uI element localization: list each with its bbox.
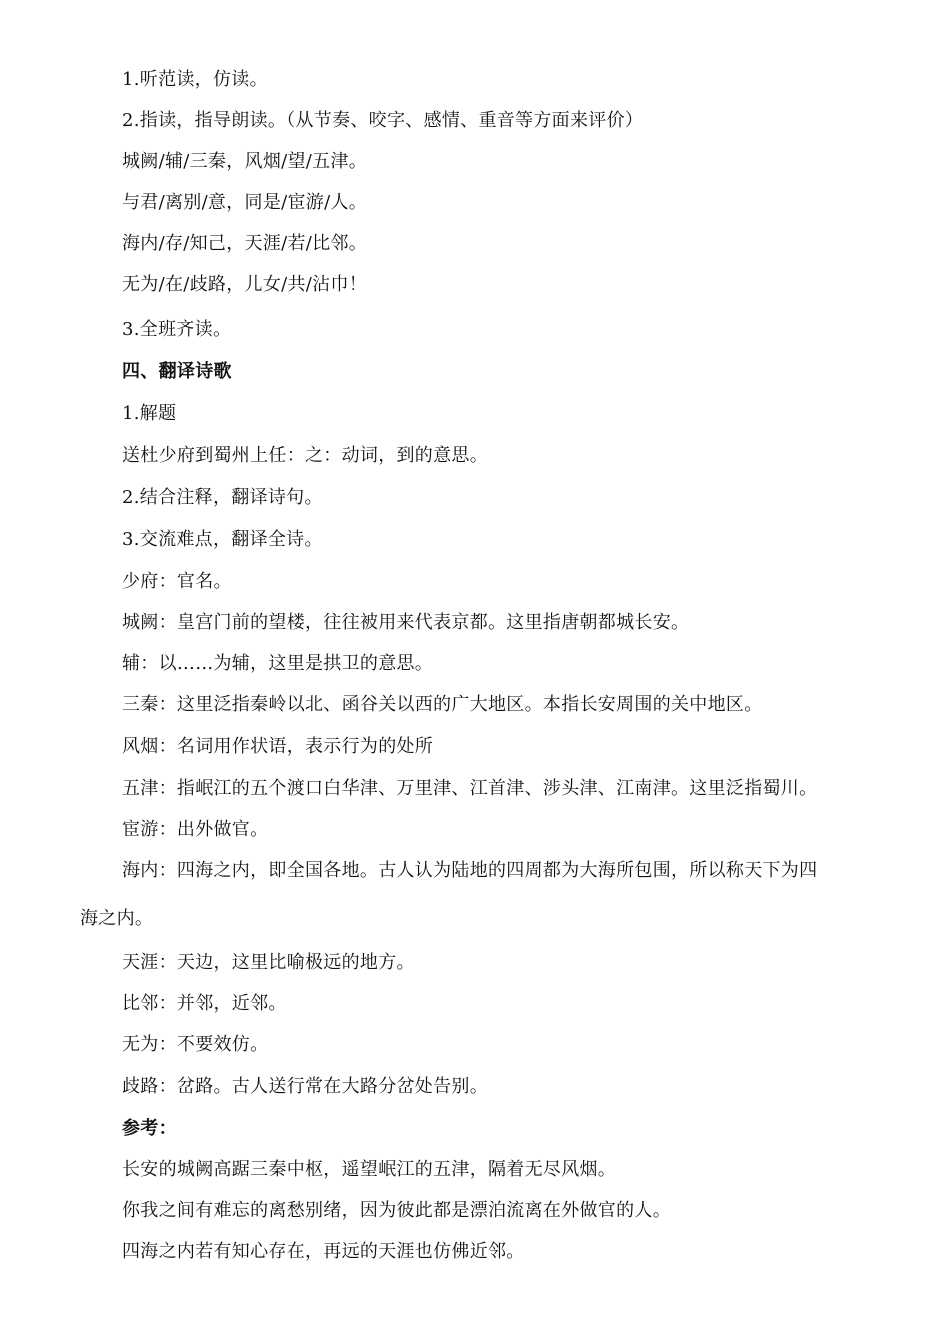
note-sanqin: 三秦：这里泛指秦岭以北、函谷关以西的广大地区。本指长安周围的关中地区。: [122, 694, 763, 715]
reference-translation-line-1: 长安的城阙高踞三秦中枢，遥望岷江的五津，隔着无尽风烟。: [122, 1159, 617, 1180]
poem-rhythm-line-3: 海内/存/知己，天涯/若/比邻。: [122, 233, 368, 254]
note-bilin: 比邻：并邻，近邻。: [122, 993, 287, 1014]
step-explain-title: 1.解题: [122, 403, 177, 424]
step-discuss-difficulties: 3.交流难点，翻译全诗。: [122, 529, 323, 550]
step-class-reading: 3.全班齐读。: [122, 319, 232, 340]
note-fu: 辅：以……为辅，这里是拱卫的意思。: [122, 653, 434, 674]
step-translate-with-notes: 2.结合注释，翻译诗句。: [122, 487, 323, 508]
note-huanyou: 宦游：出外做官。: [122, 819, 269, 840]
reference-heading: 参考：: [122, 1118, 177, 1139]
step-listen-model-reading: 1.听范读，仿读。: [122, 69, 268, 90]
poem-rhythm-line-2: 与君/离别/意，同是/宦游/人。: [122, 192, 368, 213]
step-guided-reading: 2.指读，指导朗读。（从节奏、咬字、感情、重音等方面来评价）: [122, 110, 644, 131]
note-chengque: 城阙：皇宫门前的望楼，往往被用来代表京都。这里指唐朝都城长安。: [122, 612, 690, 633]
note-fengyan: 风烟：名词用作状语，表示行为的处所: [122, 736, 434, 757]
note-wujin: 五津：指岷江的五个渡口白华津、万里津、江首津、涉头津、江南津。这里泛指蜀川。: [122, 778, 818, 799]
poem-rhythm-line-1: 城阙/辅/三秦，风烟/望/五津。: [122, 151, 368, 172]
note-hainei-continued: 海之内。: [80, 908, 154, 929]
note-qilu: 歧路：岔路。古人送行常在大路分岔处告别。: [122, 1076, 488, 1097]
section-heading-translate: 四、翻译诗歌: [122, 361, 232, 382]
reference-translation-line-2: 你我之间有难忘的离愁别绪，因为彼此都是漂泊流离在外做官的人。: [122, 1200, 671, 1221]
poem-rhythm-line-4: 无为/在/歧路，儿女/共/沾巾！: [122, 274, 368, 295]
note-tianya: 天涯：天边，这里比喻极远的地方。: [122, 952, 415, 973]
title-explanation: 送杜少府到蜀州上任：之：动词，到的意思。: [122, 445, 488, 466]
reference-translation-line-3: 四海之内若有知心存在，再远的天涯也仿佛近邻。: [122, 1241, 525, 1262]
note-shaofu: 少府：官名。: [122, 571, 232, 592]
note-hainei: 海内：四海之内，即全国各地。古人认为陆地的四周都为大海所包围，所以称天下为四: [122, 860, 818, 881]
note-wuwei: 无为：不要效仿。: [122, 1034, 269, 1055]
